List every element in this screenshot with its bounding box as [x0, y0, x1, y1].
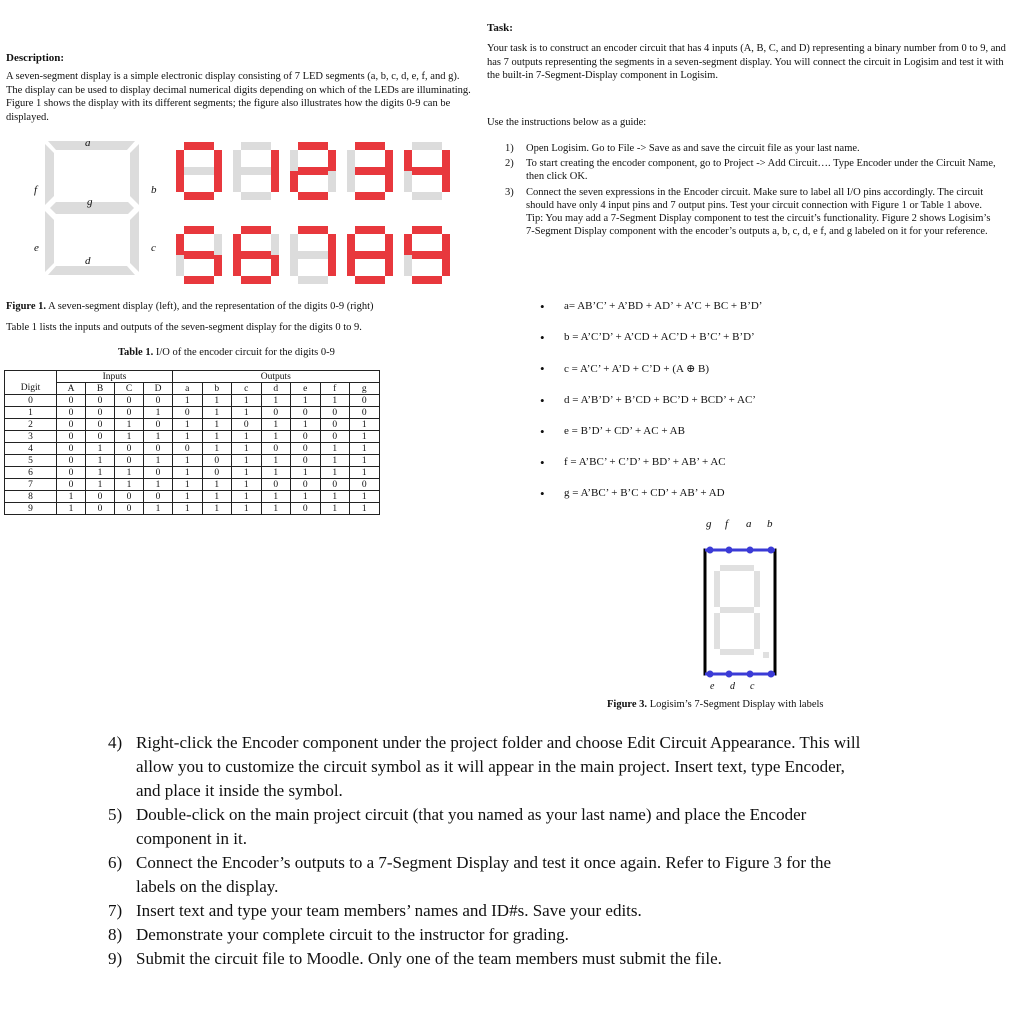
- table-cell: 0: [291, 503, 321, 515]
- table-cell: 1: [350, 419, 380, 431]
- digit-segment-g: [241, 251, 271, 259]
- digit-segment-e: [404, 171, 412, 192]
- digit-segment-b: [214, 150, 222, 171]
- digit-segment-a: [298, 142, 328, 150]
- table-cell: 0: [115, 491, 144, 503]
- step-9: 9) Submit the circuit file to Moodle. Only one of the team members must submit the file.: [108, 949, 722, 968]
- digit-segment-e: [233, 255, 241, 276]
- segment-label-e: e: [34, 242, 39, 254]
- digit-segment-e: [347, 171, 355, 192]
- table-cell: 0: [202, 467, 232, 479]
- digit-segment-c: [214, 171, 222, 192]
- table-cell: 1: [291, 467, 321, 479]
- digit-8: [347, 226, 393, 284]
- table-cell: 3: [5, 431, 57, 443]
- table-header-cell: a: [173, 383, 203, 395]
- digit-segment-g: [298, 251, 328, 259]
- digit-segment-d: [184, 276, 214, 284]
- step-7: 7) Insert text and type your team members’ names and ID#s. Save your edits.: [108, 901, 642, 920]
- table-cell: 0: [5, 395, 57, 407]
- digit-segment-e: [176, 255, 184, 276]
- task-heading: Task:: [487, 22, 513, 34]
- table-header-cell: Digit: [5, 383, 57, 395]
- table-row: [5, 419, 380, 431]
- digit-segment-b: [442, 150, 450, 171]
- digit-segment-b: [385, 234, 393, 255]
- digit-segment-c: [385, 255, 393, 276]
- expression-b: • b = A’C’D’ + A’CD + AC’D + B’C’ + B’D’: [540, 331, 762, 362]
- table-cell: 0: [320, 407, 350, 419]
- table-cell: 1: [173, 491, 203, 503]
- table-cell: 1: [144, 479, 173, 491]
- table-cell: 0: [320, 431, 350, 443]
- figure1-caption: Figure 1. A seven-segment display (left), and the representation of the digits 0-9 (right): [6, 301, 374, 312]
- digit-segment-a: [241, 226, 271, 234]
- table-header-cell: b: [202, 383, 232, 395]
- table-row: [5, 455, 380, 467]
- table-cell: 1: [202, 479, 232, 491]
- table-row: [5, 479, 380, 491]
- table-cell: 2: [5, 419, 57, 431]
- table-cell: 1: [320, 443, 350, 455]
- table-cell: 0: [57, 467, 86, 479]
- table-cell: 1: [202, 491, 232, 503]
- digit-segment-d: [298, 192, 328, 200]
- table-cell: 1: [86, 455, 115, 467]
- table-cell: 0: [115, 443, 144, 455]
- table-cell: 0: [232, 419, 262, 431]
- figure3-caption: Figure 3. Logisim’s 7-Segment Display with labels: [607, 699, 824, 710]
- table-cell: 0: [57, 419, 86, 431]
- fig3-label-a: a: [746, 518, 752, 530]
- bottom-steps: [108, 731, 868, 971]
- table-cell: 1: [261, 431, 291, 443]
- table-cell: 1: [144, 431, 173, 443]
- digit-segment-e: [347, 255, 355, 276]
- digit-0: [176, 142, 222, 200]
- table-cell: 1: [291, 491, 321, 503]
- table-cell: 1: [232, 503, 262, 515]
- step-6: 6) Connect the Encoder’s outputs to a 7-Segment Display and test it once again. Refer to Figure 3 for the labels on the display.: [108, 853, 832, 896]
- table-row: [5, 443, 380, 455]
- segment-diagram-shape: [0, 132, 170, 292]
- table-cell: 1: [5, 407, 57, 419]
- digit-segment-b: [328, 150, 336, 171]
- table-cell: 1: [202, 503, 232, 515]
- table-cell: 1: [320, 491, 350, 503]
- table-cell: 1: [173, 455, 203, 467]
- task-text: Your task is to construct an encoder circuit that has 4 inputs (A, B, C, and D) representing a binary number from 0 to 9, and has 7 outputs representing the segments in a seven-segment display. You will connect the circuit in Logisim and test it with the built-in 7-Segment-Display component in Logisim.: [487, 43, 1006, 81]
- digit-segment-a: [355, 142, 385, 150]
- digit-segment-d: [241, 276, 271, 284]
- table-cell: 1: [202, 431, 232, 443]
- expression-c: • c = A’C’ + A’D + C’D + (A ⊕ B): [540, 362, 762, 393]
- table-cell: 8: [5, 491, 57, 503]
- table-cell: 1: [86, 443, 115, 455]
- digit-4: [404, 142, 450, 200]
- table-cell: 0: [291, 431, 321, 443]
- digit-segment-f: [404, 150, 412, 171]
- table-cell: 1: [261, 503, 291, 515]
- expression-g: • g = A’BC’ + B’C + CD’ + AB’ + AD: [540, 487, 762, 518]
- table-cell: 0: [57, 395, 86, 407]
- table-cell: 0: [261, 407, 291, 419]
- table-cell: 1: [350, 431, 380, 443]
- expression-list: [540, 300, 762, 518]
- digit-segment-a: [241, 142, 271, 150]
- expression-a: • a= AB’C’ + A’BD + AD’ + A’C + BC + B’D’: [540, 300, 762, 331]
- segment-b-shape: [130, 144, 139, 205]
- digit-7: [290, 226, 336, 284]
- digit-segment-f: [233, 234, 241, 255]
- fig3-label-g: g: [706, 518, 712, 530]
- table-row: [5, 395, 380, 407]
- digit-segment-f: [404, 234, 412, 255]
- digits-figure: [174, 140, 464, 288]
- table-header-row: [5, 383, 380, 395]
- table-cell: 1: [202, 443, 232, 455]
- digit-segment-d: [241, 192, 271, 200]
- table-cell: 9: [5, 503, 57, 515]
- table-cell: 1: [86, 467, 115, 479]
- table-cell: 1: [115, 431, 144, 443]
- table-cell: 1: [115, 479, 144, 491]
- digit-segment-g: [412, 251, 442, 259]
- table-cell: 0: [144, 395, 173, 407]
- step-8: 8) Demonstrate your complete circuit to the instructor for grading.: [108, 925, 569, 944]
- table1-caption: Table 1. I/O of the encoder circuit for the digits 0-9: [118, 347, 335, 358]
- table-cell: 7: [5, 479, 57, 491]
- fig3-label-b: b: [767, 518, 773, 530]
- table-cell: 1: [261, 491, 291, 503]
- table-cell: 1: [320, 467, 350, 479]
- step-4: 4) Right-click the Encoder component under the project folder and choose Edit Circuit Appearance. This will allow you to customize the circuit symbol as it will appear in the main project. Insert text, type Encoder, and place it inside the symbol.: [108, 733, 861, 800]
- table-cell: 1: [144, 503, 173, 515]
- table-cell: 1: [232, 467, 262, 479]
- digit-segment-f: [176, 234, 184, 255]
- table-cell: 1: [86, 479, 115, 491]
- table-cell: 1: [232, 443, 262, 455]
- table-row: [5, 431, 380, 443]
- digit-segment-e: [290, 171, 298, 192]
- digit-segment-g: [241, 167, 271, 175]
- segment-c-shape: [130, 211, 139, 272]
- table-cell: 1: [261, 467, 291, 479]
- description-heading: Description:: [6, 52, 65, 64]
- table-cell: 0: [144, 443, 173, 455]
- digit-segment-f: [347, 234, 355, 255]
- table-cell: 1: [261, 419, 291, 431]
- expression-f: • f = A’BC’ + C’D’ + BD’ + AB’ + AC: [540, 456, 762, 487]
- table-cell: 0: [350, 395, 380, 407]
- logisim-display-figure: [680, 512, 800, 692]
- segment-a-shape: [48, 141, 135, 150]
- digit-segment-a: [184, 142, 214, 150]
- segment-diagram: [0, 132, 170, 292]
- digit-segment-d: [355, 192, 385, 200]
- table-cell: 0: [86, 419, 115, 431]
- digit-segment-c: [214, 255, 222, 276]
- step-5: 5) Double-click on the main project circuit (that you named as your last name) and place the Encoder component in it.: [108, 805, 807, 848]
- table-row: [5, 503, 380, 515]
- table-cell: 1: [202, 407, 232, 419]
- digit-segment-f: [290, 234, 298, 255]
- digit-segment-e: [290, 255, 298, 276]
- digit-segment-e: [233, 171, 241, 192]
- guide-text: Use the instructions below as a guide:: [487, 117, 647, 128]
- digit-segment-e: [404, 255, 412, 276]
- task-steps: [505, 142, 1000, 240]
- table-cell: 1: [173, 395, 203, 407]
- table-cell: 0: [86, 395, 115, 407]
- table-cell: 0: [202, 455, 232, 467]
- digit-segment-b: [328, 234, 336, 255]
- digit-9: [404, 226, 450, 284]
- table-cell: 1: [350, 443, 380, 455]
- table-cell: 1: [144, 455, 173, 467]
- digit-3: [347, 142, 393, 200]
- table-cell: 0: [173, 443, 203, 455]
- table-cell: 1: [115, 419, 144, 431]
- table-cell: 1: [173, 467, 203, 479]
- table-cell: 4: [5, 443, 57, 455]
- table-row: [5, 491, 380, 503]
- segment-f-shape: [45, 144, 54, 205]
- table-cell: 0: [57, 407, 86, 419]
- digit-segment-d: [298, 276, 328, 284]
- table-cell: 1: [57, 491, 86, 503]
- table-cell: 1: [232, 431, 262, 443]
- table-cell: 1: [173, 431, 203, 443]
- table-cell: 0: [86, 407, 115, 419]
- digit-segment-c: [328, 255, 336, 276]
- table-cell: 0: [115, 455, 144, 467]
- table-cell: 1: [232, 395, 262, 407]
- segment-e-shape: [45, 211, 54, 272]
- expression-d: • d = A’B’D’ + B’CD + BC’D + BCD’ + AC’: [540, 394, 762, 425]
- table-row: [5, 467, 380, 479]
- table-cell: 1: [350, 455, 380, 467]
- step-3-tip: Tip: You may add a 7-Segment Display component to test the circuit’s functionality. Figure 2 shows Logisim’s 7-Segment Display component with the encoder’s outputs a, b, c, d, e f, and g labeled on it for your reference.: [526, 213, 991, 238]
- digit-segment-c: [328, 171, 336, 192]
- segment-label-c: c: [151, 242, 156, 254]
- table-intro: Table 1 lists the inputs and outputs of the seven-segment display for the digits 0 to 9.: [6, 322, 362, 333]
- expression-e: • e = B’D’ + CD’ + AC + AB: [540, 425, 762, 456]
- table-group-inputs: Inputs: [57, 371, 173, 383]
- digit-segment-b: [271, 234, 279, 255]
- digit-segment-a: [412, 142, 442, 150]
- digit-segment-c: [442, 171, 450, 192]
- table-cell: 0: [57, 431, 86, 443]
- table-cell: 0: [86, 503, 115, 515]
- table-cell: 5: [5, 455, 57, 467]
- table-cell: 0: [291, 443, 321, 455]
- table-cell: 0: [291, 455, 321, 467]
- digit-segment-f: [290, 150, 298, 171]
- table-cell: 0: [144, 467, 173, 479]
- digit-2: [290, 142, 336, 200]
- table-cell: 1: [173, 419, 203, 431]
- fig3-label-d: d: [730, 681, 735, 692]
- table-cell: 0: [115, 407, 144, 419]
- logisim-display-shape: [680, 536, 800, 686]
- table-cell: 1: [232, 479, 262, 491]
- table-cell: 1: [291, 419, 321, 431]
- table-cell: 1: [291, 395, 321, 407]
- digit-segment-c: [442, 255, 450, 276]
- table-cell: 0: [86, 491, 115, 503]
- digit-segment-b: [385, 150, 393, 171]
- table-header-cell: c: [232, 383, 262, 395]
- io-table: [4, 370, 380, 515]
- table-cell: 1: [232, 455, 262, 467]
- digit-segment-g: [184, 251, 214, 259]
- segment-d-shape: [48, 266, 135, 275]
- table-cell: 1: [350, 467, 380, 479]
- digit-1: [233, 142, 279, 200]
- table-cell: 0: [350, 479, 380, 491]
- table-group-outputs: Outputs: [173, 371, 380, 383]
- digit-segment-b: [442, 234, 450, 255]
- table-cell: 1: [202, 419, 232, 431]
- table-cell: 1: [320, 503, 350, 515]
- digit-segment-a: [355, 226, 385, 234]
- digit-segment-a: [298, 226, 328, 234]
- digit-segment-g: [355, 251, 385, 259]
- digit-segment-b: [214, 234, 222, 255]
- digit-segment-c: [385, 171, 393, 192]
- table-header-cell: A: [57, 383, 86, 395]
- fig3-label-e: e: [710, 681, 715, 692]
- digit-5: [176, 226, 222, 284]
- table-cell: 0: [115, 395, 144, 407]
- digit-segment-g: [355, 167, 385, 175]
- fig3-label-f: f: [725, 518, 729, 530]
- table-cell: 1: [144, 407, 173, 419]
- table-cell: 0: [291, 407, 321, 419]
- digit-segment-a: [184, 226, 214, 234]
- table-cell: 1: [173, 479, 203, 491]
- step-3: 3) Connect the seven expressions in the Encoder circuit. Make sure to label all I/O pins accordingly. The circuit should have only 4 input pins and 7 output pins. Test your circuit connection with Figure 1 or Table 1 above. Tip: You may add a 7-Segment Display component to test the circuit’s functionality. Figure 2 shows Logisim’s 7-Segment Display component with the encoder’s outputs a, b, c, d, e f, and g labeled on it for your reference.: [505, 186, 991, 238]
- digit-segment-g: [298, 167, 328, 175]
- table-cell: 0: [261, 443, 291, 455]
- step-2: 2) To start creating the encoder component, go to Project -> Add Circuit…. Type Encoder under the Circuit Name, then click OK.: [505, 158, 996, 183]
- table-cell: 6: [5, 467, 57, 479]
- digit-segment-d: [355, 276, 385, 284]
- digit-segment-c: [271, 255, 279, 276]
- table-cell: 1: [261, 395, 291, 407]
- table-cell: 1: [320, 395, 350, 407]
- table-cell: 1: [202, 395, 232, 407]
- digit-segment-d: [184, 192, 214, 200]
- table-cell: 0: [144, 419, 173, 431]
- segment-label-d: d: [85, 255, 91, 267]
- segment-label-f: f: [34, 184, 38, 196]
- table-group-blank: [5, 371, 57, 383]
- table-cell: 1: [261, 455, 291, 467]
- table-cell: 1: [350, 491, 380, 503]
- digit-segment-e: [176, 171, 184, 192]
- step-1: 1) Open Logisim. Go to File -> Save as and save the circuit file as your last name.: [505, 143, 860, 154]
- table-cell: 0: [320, 419, 350, 431]
- table-cell: 1: [232, 491, 262, 503]
- table-group-row: [5, 371, 380, 383]
- table-cell: 1: [232, 407, 262, 419]
- table-cell: 1: [320, 455, 350, 467]
- digit-segment-g: [184, 167, 214, 175]
- digit-segment-a: [412, 226, 442, 234]
- digit-segment-d: [412, 276, 442, 284]
- table-header-cell: e: [291, 383, 321, 395]
- table-cell: 1: [57, 503, 86, 515]
- segment-label-b: b: [151, 184, 157, 196]
- digit-segment-f: [347, 150, 355, 171]
- table-cell: 0: [261, 479, 291, 491]
- table-header-cell: D: [144, 383, 173, 395]
- table-cell: 0: [57, 443, 86, 455]
- table-cell: 0: [86, 431, 115, 443]
- table-header-cell: d: [261, 383, 291, 395]
- segment-label-g: g: [87, 196, 93, 208]
- table-cell: 0: [173, 407, 203, 419]
- table-row: [5, 407, 380, 419]
- digit-segment-d: [412, 192, 442, 200]
- table-header-cell: C: [115, 383, 144, 395]
- digit-segment-f: [176, 150, 184, 171]
- segment-label-a: a: [85, 137, 91, 149]
- digit-6: [233, 226, 279, 284]
- table-cell: 1: [173, 503, 203, 515]
- table-header-cell: g: [350, 383, 380, 395]
- table-cell: 0: [144, 491, 173, 503]
- description-text: A seven-segment display is a simple electronic display consisting of 7 LED segments (a, b, c, d, e, f, and g). The display can be used to display decimal numerical digits depending on which of the LEDs are illuminating. Figure 1 shows the display with its different segments; the figure also illustrates how the digits 0-9 can be displayed.: [6, 71, 471, 123]
- digit-segment-c: [271, 171, 279, 192]
- fig3-label-c: c: [750, 681, 755, 692]
- table-cell: 0: [57, 455, 86, 467]
- digit-segment-g: [412, 167, 442, 175]
- table-cell: 0: [350, 407, 380, 419]
- table-header-cell: B: [86, 383, 115, 395]
- digit-segment-b: [271, 150, 279, 171]
- table-cell: 1: [115, 467, 144, 479]
- digit-segment-f: [233, 150, 241, 171]
- table-header-cell: f: [320, 383, 350, 395]
- table-cell: 0: [291, 479, 321, 491]
- table-cell: 0: [115, 503, 144, 515]
- table-cell: 0: [57, 479, 86, 491]
- table-cell: 0: [320, 479, 350, 491]
- table-cell: 1: [350, 503, 380, 515]
